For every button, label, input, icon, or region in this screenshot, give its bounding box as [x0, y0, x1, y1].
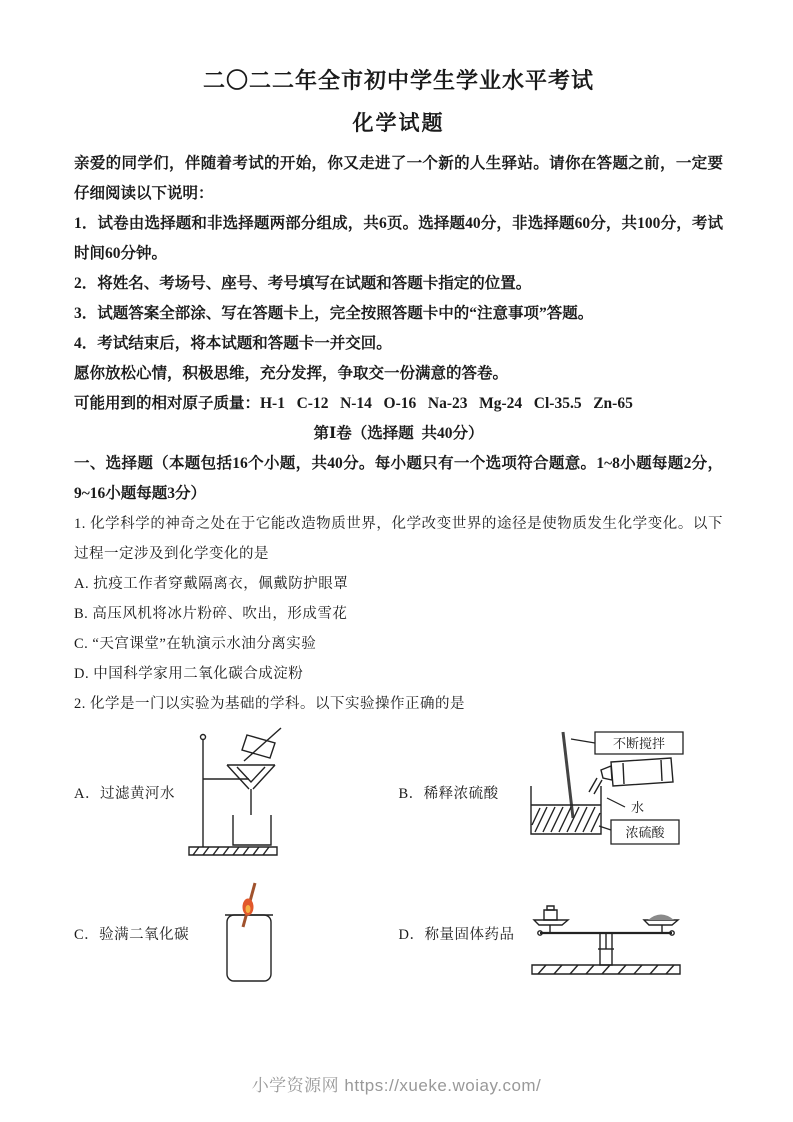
receiving-beaker	[233, 815, 271, 845]
funnel-with-filter-paper	[227, 765, 275, 815]
water-annotation	[607, 798, 644, 815]
question-1-option-a: A. 抗疫工作者穿戴隔离衣，佩戴防护眼罩	[74, 576, 349, 592]
sample-on-right-pan	[648, 915, 674, 921]
option-a-label: A．过滤黄河水	[74, 785, 175, 802]
instruction-item-3: 3．试题答案全部涂、写在答题卡上，完全按照答题卡中的“注意事项”答题。	[74, 305, 594, 322]
beaker-with-acid	[531, 786, 601, 834]
question-1-option-d: D. 中国科学家用二氧化碳合成淀粉	[74, 666, 304, 682]
section-title: 第Ⅰ卷（选择题 共40分）	[313, 425, 484, 442]
acid-label: 浓硫酸	[625, 825, 665, 840]
stir-label: 不断搅拌	[612, 736, 665, 751]
question-2-option-b	[399, 725, 724, 859]
balance-frame	[532, 931, 680, 974]
gas-collecting-bottle	[225, 915, 273, 981]
filtration-apparatus-diagram	[187, 725, 305, 859]
wish-line: 愿你放松心情，积极思维，充分发挥，争取交一份满意的答卷。	[74, 365, 509, 382]
question-2	[74, 689, 723, 987]
question-1-option-c: C. “天宫课堂”在轨演示水油分离实验	[74, 636, 317, 652]
question-1	[74, 509, 723, 689]
intro-paragraph: 亲爱的同学们，伴随着考试的开始，你又走进了一个新的人生驿站。请你在答题之前，一定要仔细阅读以下说明：	[74, 155, 723, 202]
section-directions: 一、选择题（本题包括16个小题，共40分。每小题只有一个选项符合题意。1~8小题每题2分，9~16小题每题3分）	[74, 455, 723, 502]
balance-pans	[534, 920, 678, 933]
weights-on-left-pan	[544, 906, 557, 920]
question-2-options-row-2	[74, 879, 723, 987]
atomic-mass-line: 可能用到的相对原子质量：H-1 C-12 N-14 O-16 Na-23 Mg-24 Cl-35.5 Zn-65	[74, 395, 633, 412]
acid-dilution-diagram	[511, 730, 687, 854]
pouring-beaker-and-rod	[242, 728, 281, 761]
balance-scale-diagram	[526, 887, 686, 979]
question-2-options-row-1	[74, 725, 723, 859]
page-subtitle: 化学试题	[352, 111, 445, 135]
question-1-stem: 1. 化学科学的神奇之处在于它能改造物质世界，化学改变世界的途径是使物质发生化学变化。以下过程一定涉及到化学变化的是	[74, 516, 723, 562]
question-2-option-c	[74, 879, 399, 987]
option-b-label: B．稀释浓硫酸	[398, 785, 499, 802]
question-2-option-d	[399, 879, 724, 987]
water-label: 水	[630, 800, 644, 815]
question-2-option-a	[74, 725, 399, 859]
footer-watermark: 小学资源网 https://xueke.woiay.com/	[251, 1076, 542, 1095]
option-c-label: C．验满二氧化碳	[74, 926, 190, 943]
question-2-stem: 2. 化学是一门以实验为基础的学科。以下实验操作正确的是	[74, 696, 465, 712]
flame-icon	[243, 899, 254, 916]
instruction-item-2: 2．将姓名、考场号、座号、考号填写在试题和答题卡指定的位置。	[74, 275, 532, 292]
co2-full-test-diagram	[201, 879, 295, 987]
instruction-item-1: 1．试卷由选择题和非选择题两部分组成，共6页。选择题40分，非选择题60分，共100分，考试时间60分钟。	[74, 215, 723, 262]
page-title: 二〇二二年全市初中学生学业水平考试	[202, 68, 594, 93]
instruction-item-4: 4．考试结束后，将本试题和答题卡一并交回。	[74, 335, 392, 352]
option-d-label: D．称量固体药品	[398, 926, 515, 943]
acid-annotation	[599, 820, 679, 844]
question-1-option-b: B. 高压风机将冰片粉碎、吹出，形成雪花	[74, 606, 348, 622]
stir-annotation	[571, 732, 683, 754]
